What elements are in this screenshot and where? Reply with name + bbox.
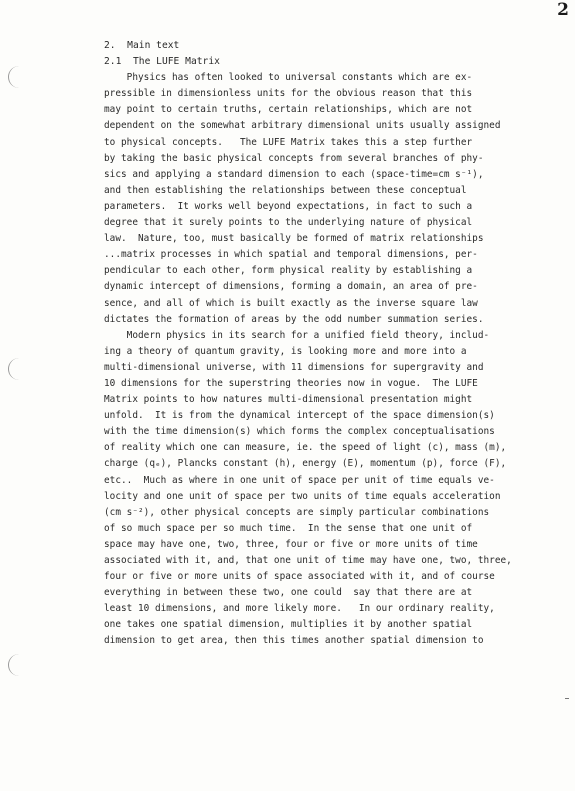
text-line: pressible in dimensionless units for the obvious reason that this [104, 88, 473, 100]
text-line: Modern physics in its search for a unified field theory, includ- [104, 329, 490, 341]
section-heading: 2. Main text [104, 40, 180, 51]
text-line: ...matrix processes in which spatial and temporal dimensions, per- [104, 249, 478, 261]
text-line: law. Nature, too, must basically be formed of matrix relationships [104, 233, 484, 245]
text-line: least 10 dimensions, and more likely more. In our ordinary reality, [104, 603, 495, 615]
text-line: parameters. It works well beyond expectations, in fact to such a [104, 200, 473, 212]
text-line: degree that it surely points to the underlying nature of physical [104, 217, 473, 229]
text-line: Matrix points to how natures multi-dimensional presentation might [104, 394, 473, 406]
text-line: and then establishing the relationships between these conceptual [104, 184, 467, 196]
text-line: (cm s⁻²), other physical concepts are simply particular combinations [104, 506, 490, 518]
text-line: ing a theory of quantum gravity, is looking more and more into a [104, 345, 467, 357]
text-line: dictates the formation of areas by the odd number summation series. [104, 313, 484, 325]
text-line: sence, and all of which is built exactly as the inverse square law [104, 297, 478, 309]
subsection-heading: 2.1 The LUFE Matrix [104, 56, 220, 68]
text-line: Physics has often looked to universal constants which are ex- [104, 72, 473, 84]
text-line: locity and one unit of space per two units of time equals acceleration [104, 490, 501, 502]
text-line: one takes one spatial dimension, multiplies it by another spatial [104, 619, 473, 631]
text-line: of so much space per so much time. In the sense that one unit of [104, 522, 473, 534]
text-line: 10 dimensions for the superstring theories now in vogue. The LUFE [104, 377, 478, 389]
text-line: everything in between these two, one could say that there are at [104, 587, 473, 599]
text-line: associated with it, and, that one unit of time may have one, two, three, [104, 555, 512, 566]
text-line: four or five or more units of space associated with it, and of course [104, 571, 495, 583]
document-body [104, 38, 512, 650]
binder-hole-top [8, 66, 21, 88]
text-line: may point to certain truths, certain relationships, which are not [104, 104, 473, 116]
text-line: sics and applying a standard dimension to each (space-time=cm s⁻¹), [104, 168, 484, 180]
text-line: etc.. Much as where in one unit of space per unit of time equals ve- [104, 474, 495, 486]
text-line: dynamic intercept of dimensions, forming a domain, an area of pre- [104, 281, 478, 293]
text-line: of reality which one can measure, ie. the speed of light (c), mass (m), [104, 442, 507, 454]
text-line: dimension to get area, then this times another spatial dimension to [104, 635, 484, 647]
text-line: multi-dimensional universe, with 11 dimensions for supergravity and [104, 361, 484, 373]
text-line: charge (qₑ), Plancks constant (h), energy (E), momentum (p), force (F), [104, 458, 507, 470]
text-line: with the time dimension(s) which forms the complex conceptualisations [104, 426, 495, 438]
text-line: pendicular to each other, form physical reality by establishing a [104, 265, 473, 277]
text-line: by taking the basic physical concepts from several branches of phy- [104, 152, 484, 164]
page-number: 2 [557, 0, 569, 20]
margin-mark [565, 698, 569, 699]
text-line: to physical concepts. The LUFE Matrix takes this a step further [104, 136, 473, 148]
text-line: unfold. It is from the dynamical intercept of the space dimension(s) [104, 410, 495, 422]
binder-hole-bottom [8, 654, 21, 676]
body-text [104, 70, 512, 649]
binder-hole-middle [8, 358, 21, 380]
text-line: dependent on the somewhat arbitrary dimensional units usually assigned [104, 120, 501, 132]
text-line: space may have one, two, three, four or five or more units of time [104, 538, 478, 550]
